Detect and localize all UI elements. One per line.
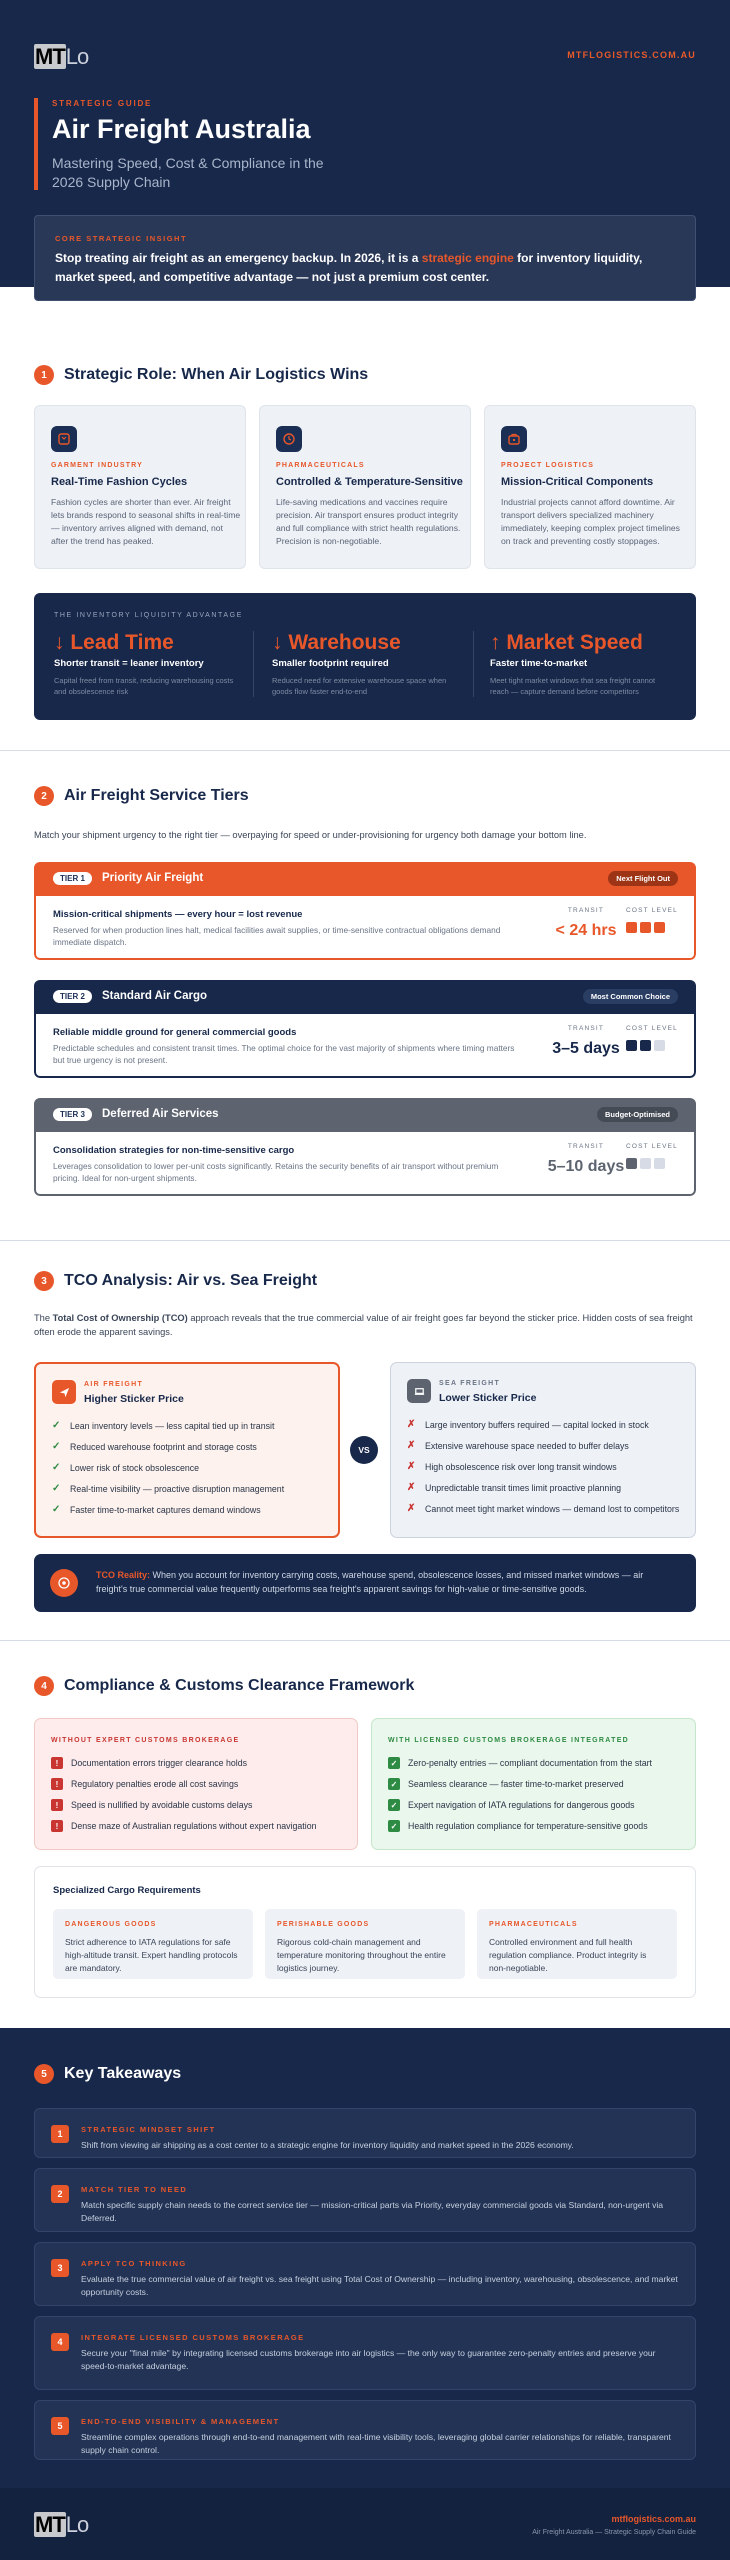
cost-square bbox=[654, 1040, 665, 1051]
air-benefit-item: ✓ Faster time-to-market captures demand windows bbox=[52, 1504, 261, 1515]
tier-pill: TIER 1 bbox=[53, 872, 92, 885]
cost-square bbox=[640, 1040, 651, 1051]
risk-item: ! Dense maze of Australian regulations without expert navigation bbox=[51, 1820, 316, 1832]
cost-level-label: COST LEVEL bbox=[626, 1025, 678, 1032]
core-insight-box bbox=[34, 215, 696, 301]
takeaway-title: STRATEGIC MINDSET SHIFT bbox=[81, 2125, 216, 2134]
section-3-heading: 3 TCO Analysis: Air vs. Sea Freight bbox=[34, 1271, 317, 1291]
cross-icon: ✗ bbox=[407, 1503, 416, 1514]
guide-kicker: STRATEGIC GUIDE bbox=[52, 99, 153, 108]
sea-drawback-item: ✗ Cannot meet tight market windows — demand lost to competitors bbox=[407, 1503, 680, 1514]
without-brokerage-box: WITHOUT EXPERT CUSTOMS BROKERAGE ! Documentation errors trigger clearance holds ! Regulatory penalties erode all cost savings ! Speed is nullified by avoidable customs delays ! Dense maze of Australian regulations without expert navigation bbox=[34, 1718, 358, 1850]
target-icon bbox=[50, 1569, 78, 1597]
section-2-heading: 2 Air Freight Service Tiers bbox=[34, 786, 249, 806]
tier-deferred bbox=[34, 1098, 696, 1196]
clock-icon bbox=[276, 426, 302, 452]
insight-text: Stop treating air freight as an emergency backup. In 2026, it is a strategic engine for inventory liquidity, market speed, and competitive advantage — not just a premium cost center. bbox=[55, 251, 643, 284]
cost-square bbox=[654, 1158, 665, 1169]
takeaway-title: MATCH TIER TO NEED bbox=[81, 2185, 188, 2194]
special-perishable-goods: PERISHABLE GOODS Rigorous cold-chain management and temperature monitoring throughout the entire logistics journey. bbox=[265, 1909, 465, 1979]
card-garment: GARMENT INDUSTRY Real-Time Fashion Cycles Fashion cycles are shorter than ever. Air freight lets brands respond to seasonal shifts in real-time — inventory arrives aligned with demand, not after the trend has peaked. bbox=[34, 405, 246, 569]
cost-square bbox=[640, 922, 651, 933]
benefit-item: ✓ Expert navigation of IATA regulations for dangerous goods bbox=[388, 1799, 635, 1811]
air-benefit-item: ✓ Lean inventory levels — less capital tied up in transit bbox=[52, 1420, 275, 1431]
tier-heading: Mission-critical shipments — every hour = lost revenue bbox=[53, 909, 303, 920]
benefit-item: ✓ Health regulation compliance for temperature-sensitive goods bbox=[388, 1820, 648, 1832]
warning-icon: ! bbox=[51, 1757, 63, 1769]
special-dangerous-goods: DANGEROUS GOODS Strict adherence to IATA regulations for safe high-altitude transit. Expert handling protocols are mandatory. bbox=[53, 1909, 253, 1979]
advantage-market-speed: ↑ Market Speed Faster time-to-market Meet tight market windows that sea freight cannot reach — capture demand before competitors bbox=[490, 631, 656, 696]
cross-icon: ✗ bbox=[407, 1419, 416, 1430]
takeaway-item bbox=[34, 2168, 696, 2232]
toolbox-icon bbox=[501, 426, 527, 452]
takeaway-item bbox=[34, 2108, 696, 2158]
air-benefit-item: ✓ Real-time visibility — proactive disruption management bbox=[52, 1483, 285, 1494]
air-freight-box: AIR FREIGHT Higher Sticker Price ✓ Lean inventory levels — less capital tied up in transit ✓ Reduced warehouse footprint and storage costs ✓ Lower risk of stock obsolescence ✓ Real-time visibility — proactive disruption management ✓ Faster time-to-market captures demand windows bbox=[34, 1362, 340, 1538]
sea-drawback-item: ✗ High obsolescence risk over long transit windows bbox=[407, 1461, 617, 1472]
advantage-warehouse: ↓ Warehouse Smaller footprint required Reduced need for extensive warehouse space when goods flow faster end-to-end bbox=[272, 631, 447, 696]
tier-pill: TIER 3 bbox=[53, 1108, 92, 1121]
tier-text: Leverages consolidation to lower per-unit costs significantly. Retains the security benefits of air transport without premium pricing. Ideal for non-urgent shipments. bbox=[53, 1161, 499, 1183]
takeaway-item bbox=[34, 2400, 696, 2460]
cost-level-label: COST LEVEL bbox=[626, 907, 678, 914]
takeaway-title: END-TO-END VISIBILITY & MANAGEMENT bbox=[81, 2417, 280, 2426]
check-icon: ✓ bbox=[388, 1799, 400, 1811]
advantage-lead-time: ↓ Lead Time Shorter transit = leaner inventory Capital freed from transit, reducing warehousing costs and obsolescence risk bbox=[54, 631, 234, 696]
tco-reality-banner: TCO Reality: When you account for inventory carrying costs, warehouse spend, obsolescence losses, and missed market windows — air freight's true commercial value frequently outperforms sea freight's apparent savings for high-value or time-sensitive goods. bbox=[34, 1554, 696, 1612]
takeaway-number: 1 bbox=[51, 2125, 69, 2143]
check-icon: ✓ bbox=[52, 1483, 61, 1494]
warning-icon: ! bbox=[51, 1778, 63, 1790]
card-pharma: PHARMACEUTICALS Controlled & Temperature-Sensitive Life-saving medications and vaccines require precision. Air transport ensures product integrity and full compliance with strict health regulations. Precision is non-negotiable. bbox=[259, 405, 471, 569]
risk-item: ! Regulatory penalties erode all cost savings bbox=[51, 1778, 238, 1790]
transit-label: TRANSIT bbox=[567, 1143, 605, 1150]
card-project: PROJECT LOGISTICS Mission-Critical Components Industrial projects cannot afford downtime. Air transport delivers specialized machinery immediately, keeping complex project timelines on track and preventing costly stoppages. bbox=[484, 405, 696, 569]
tier-text: Predictable schedules and consistent transit times. The optimal choice for the vast majority of shipments where timing matters but true urgency is not present. bbox=[53, 1043, 515, 1065]
air-benefit-item: ✓ Lower risk of stock obsolescence bbox=[52, 1462, 200, 1473]
section-4-heading: 4 Compliance & Customs Clearance Framework bbox=[34, 1676, 414, 1696]
takeaway-title: INTEGRATE LICENSED CUSTOMS BROKERAGE bbox=[81, 2333, 305, 2342]
takeaway-title: APPLY TCO THINKING bbox=[81, 2259, 187, 2268]
transit-label: TRANSIT bbox=[567, 907, 605, 914]
cost-level-label: COST LEVEL bbox=[626, 1143, 678, 1150]
with-brokerage-box: WITH LICENSED CUSTOMS BROKERAGE INTEGRATED ✓ Zero-penalty entries — compliant documentation from the start ✓ Seamless clearance — faster time-to-market preserved ✓ Expert navigation of IATA regulations for dangerous goods ✓ Health regulation compliance for temperature-sensitive goods bbox=[371, 1718, 696, 1850]
tier-pill: TIER 2 bbox=[53, 990, 92, 1003]
tier-priority bbox=[34, 862, 696, 960]
inventory-advantage-panel: THE INVENTORY LIQUIDITY ADVANTAGE ↓ Lead Time Shorter transit = leaner inventory Capital freed from transit, reducing warehousing costs and obsolescence risk ↓ Warehouse Smaller footprint required Reduced need for extensive warehouse space when goods flow faster end-to-end ↑ Market Speed Faster time-to-market Meet tight market windows that sea freight cannot reach — capture demand before competitors bbox=[34, 593, 696, 720]
sea-drawback-item: ✗ Unpredictable transit times limit proactive planning bbox=[407, 1482, 622, 1493]
takeaway-text: Evaluate the true commercial value of air freight vs. sea freight using Total Cost of Ownership — including inventory, warehousing, obsolescence, and market opportunity costs. bbox=[81, 2274, 678, 2297]
risk-item: ! Speed is nullified by avoidable customs delays bbox=[51, 1799, 252, 1811]
benefit-item: ✓ Zero-penalty entries — compliant documentation from the start bbox=[388, 1757, 652, 1769]
accent-bar bbox=[34, 98, 38, 190]
takeaway-text: Shift from viewing air shipping as a cost center to a strategic engine for inventory liquidity and market speed in the 2026 economy. bbox=[81, 2140, 574, 2150]
warning-icon: ! bbox=[51, 1799, 63, 1811]
section-1-heading: 1 Strategic Role: When Air Logistics Wins bbox=[34, 365, 368, 385]
cost-square bbox=[626, 1040, 637, 1051]
tier-name: Deferred Air Services bbox=[102, 1108, 219, 1120]
cost-square bbox=[626, 922, 637, 933]
site-link[interactable]: MTFLOGISTICS.COM.AU bbox=[567, 50, 696, 60]
vs-badge: VS bbox=[350, 1436, 378, 1464]
sea-drawback-item: ✗ Extensive warehouse space needed to buffer delays bbox=[407, 1440, 629, 1451]
check-icon: ✓ bbox=[388, 1820, 400, 1832]
tier-text: Reserved for when production lines halt, medical facilities await supplies, or time-sensitive contractual obligations demand immediate dispatch. bbox=[53, 925, 501, 947]
tier-heading: Consolidation strategies for non-time-sensitive cargo bbox=[53, 1145, 295, 1156]
check-icon: ✓ bbox=[388, 1778, 400, 1790]
cost-square bbox=[654, 922, 665, 933]
tier-badge: Most Common Choice bbox=[583, 989, 678, 1004]
takeaway-number: 3 bbox=[51, 2259, 69, 2277]
tier-badge: Next Flight Out bbox=[608, 871, 678, 886]
tier-standard bbox=[34, 980, 696, 1078]
takeaway-item bbox=[34, 2242, 696, 2306]
section-5-heading: 5 Key Takeaways bbox=[34, 2064, 181, 2084]
risk-item: ! Documentation errors trigger clearance holds bbox=[51, 1757, 247, 1769]
takeaway-text: Streamline complex operations through end-to-end management with real-time visibility tools, leveraging global carrier relationships for reliable, transparent supply chain control. bbox=[81, 2432, 671, 2455]
insight-label: CORE STRATEGIC INSIGHT bbox=[55, 234, 188, 243]
transit-value: 5–10 days bbox=[547, 1158, 625, 1175]
footer-caption: Air Freight Australia — Strategic Supply Chain Guide bbox=[532, 2529, 696, 2536]
cost-square bbox=[626, 1158, 637, 1169]
shirt-icon bbox=[51, 426, 77, 452]
footer-site-link[interactable]: mtflogistics.com.au bbox=[611, 2514, 696, 2524]
special-pharmaceuticals: PHARMACEUTICALS Controlled environment and full health regulation compliance. Product integrity is non-negotiable. bbox=[477, 1909, 677, 1979]
plane-icon bbox=[52, 1380, 76, 1404]
takeaway-text: Match specific supply chain needs to the correct service tier — mission-critical parts via Priority, everyday commercial goods via Standard, non-urgent via Deferred. bbox=[81, 2200, 664, 2223]
special-cargo-panel: Specialized Cargo Requirements DANGEROUS GOODS Strict adherence to IATA regulations for safe high-altitude transit. Expert handling protocols are mandatory. PERISHABLE GOODS Rigorous cold-chain management and temperature monitoring throughout the entire logistics journey. PHARMACEUTICALS Controlled environment and full health regulation compliance. Product integrity is non-negotiable. bbox=[34, 1866, 696, 1998]
tiers-intro: Match your shipment urgency to the right tier — overpaying for speed or under-provisioning for urgency both damage your bottom line. bbox=[34, 830, 587, 840]
cross-icon: ✗ bbox=[407, 1482, 416, 1493]
check-icon: ✓ bbox=[52, 1504, 61, 1515]
transit-label: TRANSIT bbox=[567, 1025, 605, 1032]
tier-badge: Budget-Optimised bbox=[597, 1107, 678, 1122]
tier-name: Priority Air Freight bbox=[102, 872, 204, 884]
takeaway-text: Secure your "final mile" by integrating licensed customs brokerage into air logistics — the only way to guarantee zero-penalty entries and preserve your speed-to-market advantage. bbox=[81, 2348, 656, 2371]
brand-logo[interactable]: MTLo bbox=[35, 44, 89, 69]
takeaway-number: 2 bbox=[51, 2185, 69, 2203]
check-icon: ✓ bbox=[388, 1757, 400, 1769]
page-subtitle: Mastering Speed, Cost & Compliance in the 2026 Supply Chain bbox=[52, 155, 324, 190]
cost-square bbox=[640, 1158, 651, 1169]
footer-logo[interactable]: MTLo bbox=[35, 2512, 89, 2537]
check-icon: ✓ bbox=[52, 1441, 61, 1452]
tco-intro: The Total Cost of Ownership (TCO) approach reveals that the true commercial value of air freight goes far beyond the sticker price. Hidden costs of sea freight often erode the apparent savings. bbox=[34, 1313, 693, 1337]
ship-icon bbox=[407, 1379, 431, 1403]
sea-drawback-item: ✗ Large inventory buffers required — capital locked in stock bbox=[407, 1419, 649, 1430]
cross-icon: ✗ bbox=[407, 1461, 416, 1472]
check-icon: ✓ bbox=[52, 1420, 61, 1431]
tier-name: Standard Air Cargo bbox=[102, 990, 208, 1002]
benefit-item: ✓ Seamless clearance — faster time-to-market preserved bbox=[388, 1778, 624, 1790]
takeaway-number: 5 bbox=[51, 2417, 69, 2435]
sea-freight-box: SEA FREIGHT Lower Sticker Price ✗ Large inventory buffers required — capital locked in stock ✗ Extensive warehouse space needed to buffer delays ✗ High obsolescence risk over long transit windows ✗ Unpredictable transit times limit proactive planning ✗ Cannot meet tight market windows — demand lost to competitors bbox=[390, 1362, 696, 1538]
page-title: Air Freight Australia bbox=[52, 114, 311, 144]
transit-value: 3–5 days bbox=[552, 1040, 620, 1057]
warning-icon: ! bbox=[51, 1820, 63, 1832]
footer bbox=[0, 2488, 730, 2560]
air-benefit-item: ✓ Reduced warehouse footprint and storage costs bbox=[52, 1441, 257, 1452]
cross-icon: ✗ bbox=[407, 1440, 416, 1451]
transit-value: < 24 hrs bbox=[555, 922, 617, 939]
check-icon: ✓ bbox=[52, 1462, 61, 1473]
takeaway-number: 4 bbox=[51, 2333, 69, 2351]
tier-heading: Reliable middle ground for general commercial goods bbox=[53, 1027, 297, 1038]
takeaway-item bbox=[34, 2316, 696, 2390]
